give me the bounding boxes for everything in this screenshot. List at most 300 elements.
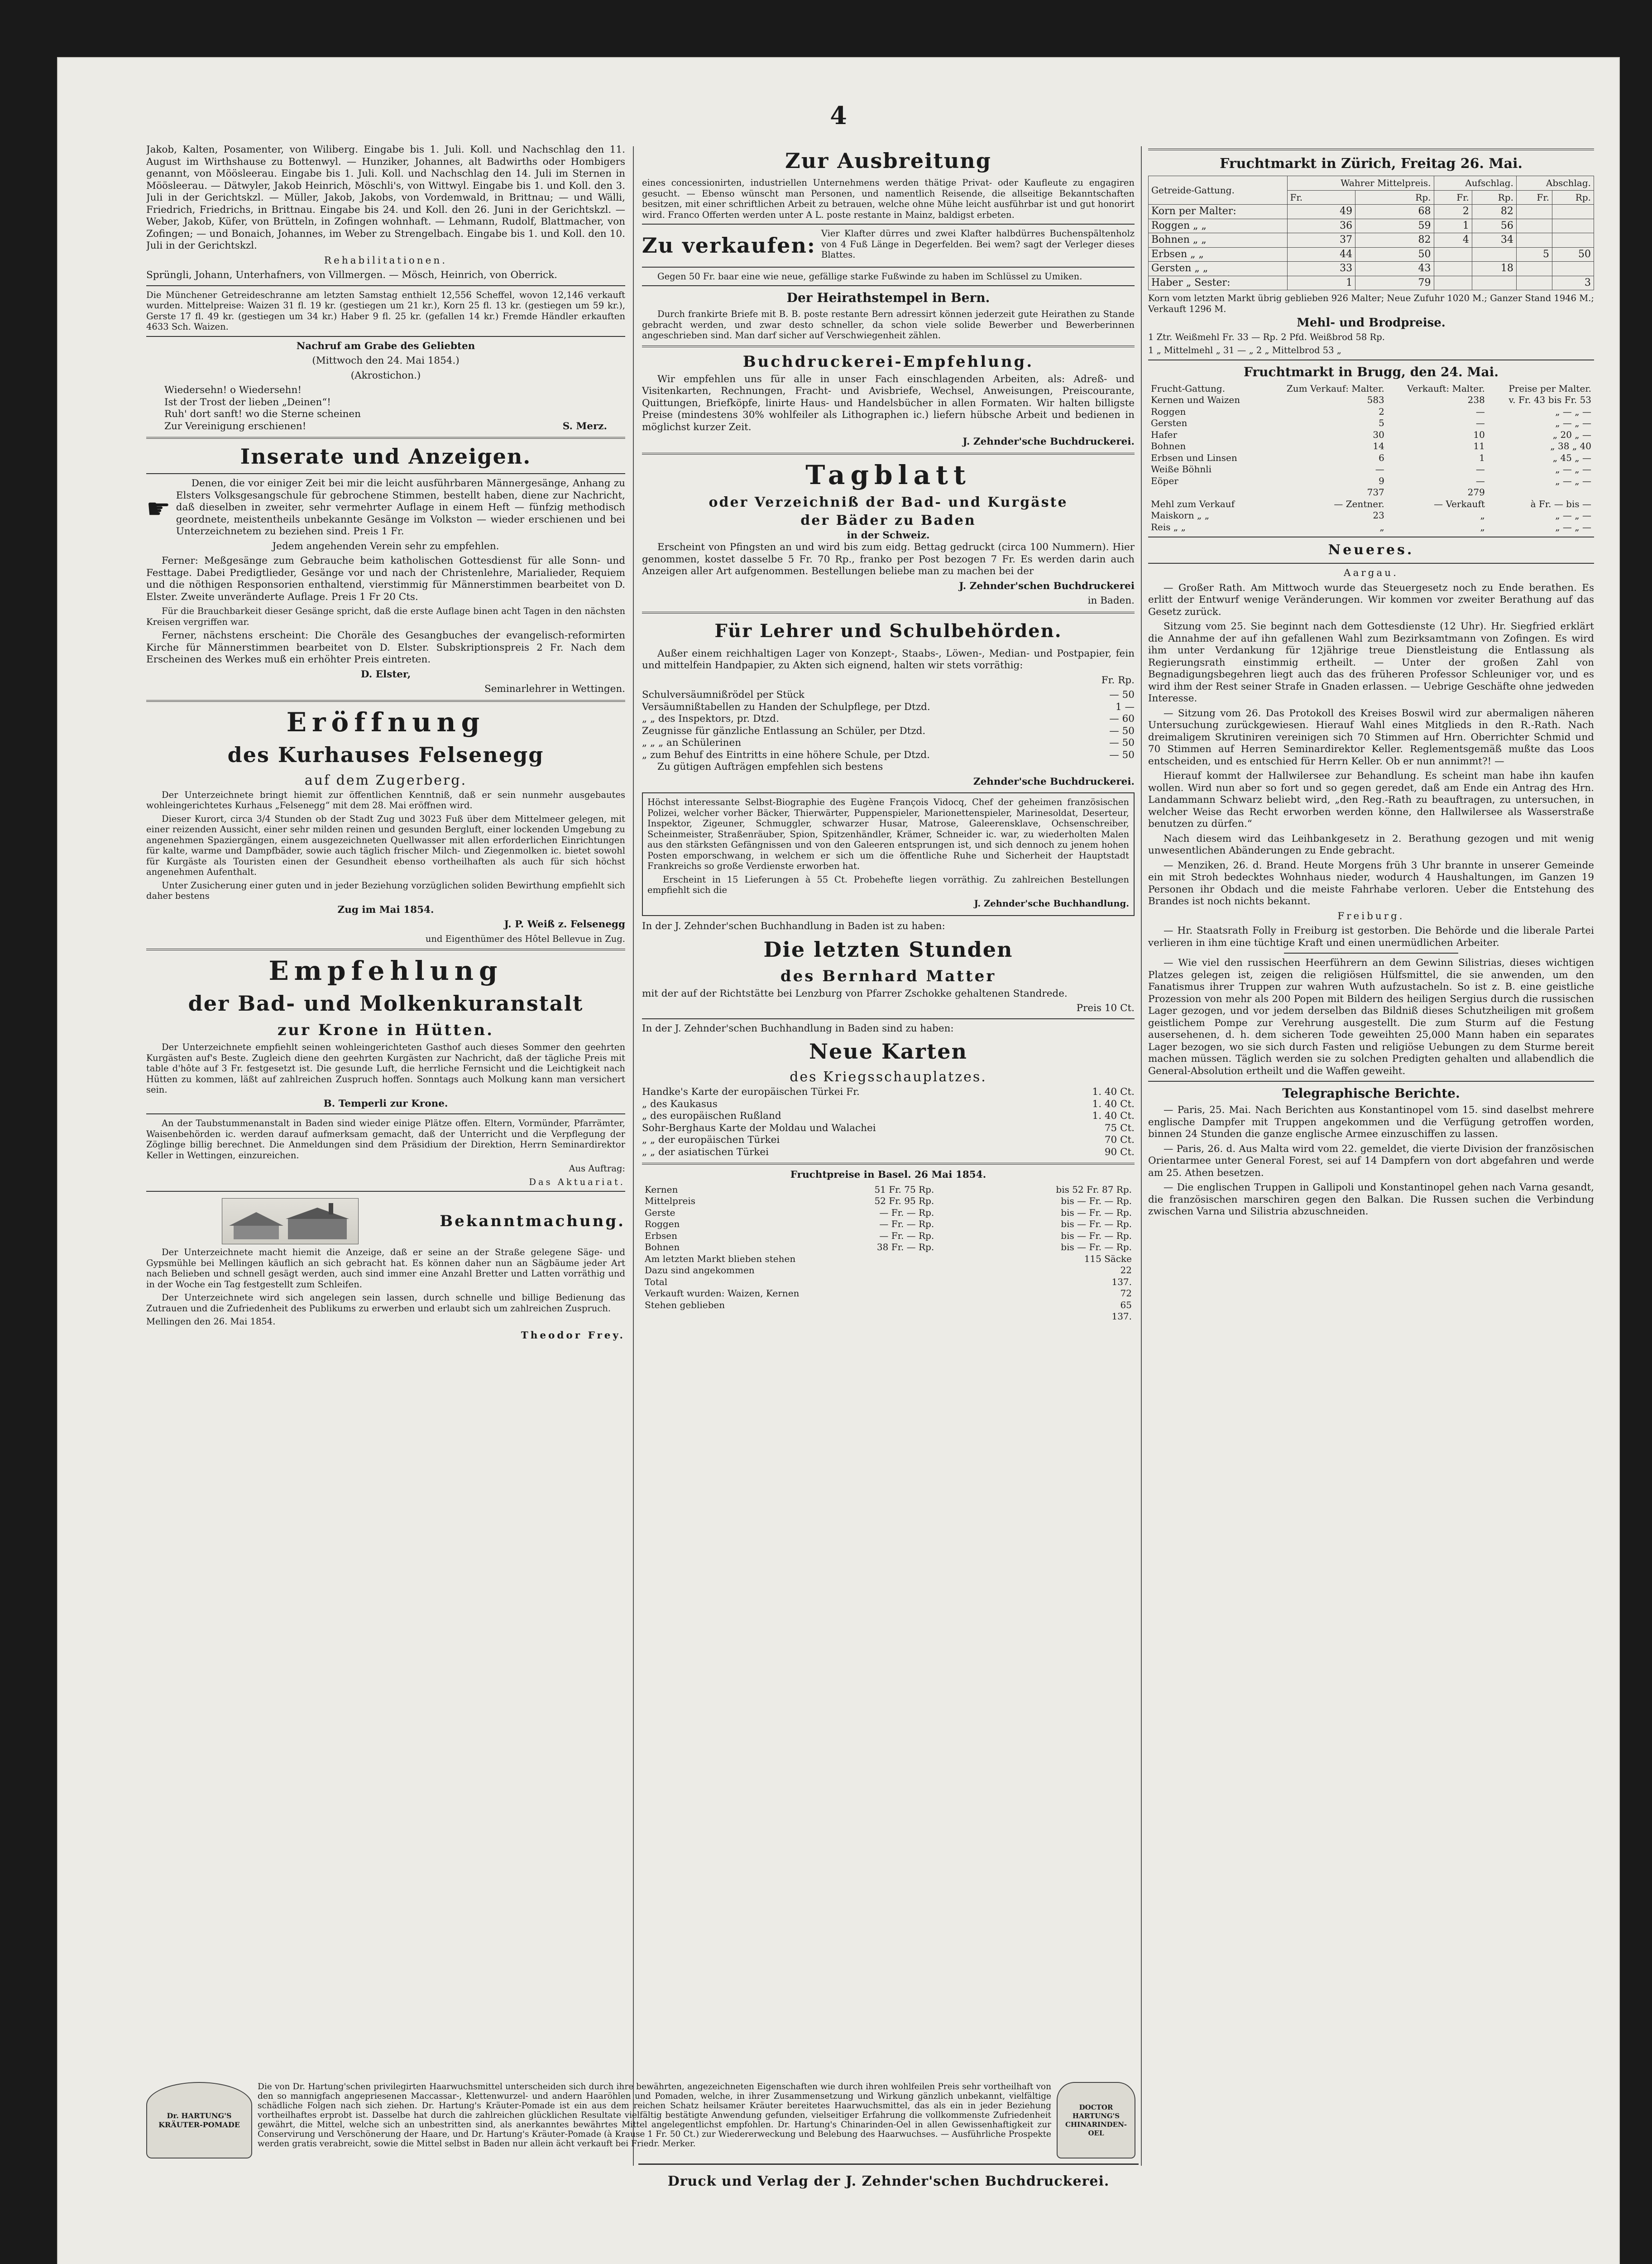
divider (642, 1163, 1135, 1165)
table-cell: 9 (1379, 475, 1384, 486)
column-header: Rp. (1472, 190, 1516, 205)
table-cell: 43 (1355, 262, 1434, 276)
column-3 (1148, 144, 1594, 2150)
ad-text: Ferner, nächstens erscheint: Die Choräle des Gesangbuches der evangelisch-reformirten Kirche für Männerstimmen bearbeitet von D. Elster. Subskriptionspreis 2 Fr. Nach dem Erscheinen des Werkes muß ein erhöhter Preis eintreten. (146, 630, 625, 665)
buchdruckerei-heading: Buchdruckerei-Empfehlung. (742, 352, 1034, 371)
table-cell: Am letzten Markt blieben stehen (645, 1253, 796, 1264)
section-heading: Rehabilitationen. (324, 254, 448, 266)
verkaufen-ad (642, 228, 1135, 263)
ad-signature: Theodor Frey. (521, 1329, 625, 1341)
ad-signature: Das Aktuariat. (529, 1176, 625, 1187)
table-cell: Gersten (1151, 417, 1188, 428)
table-row (1148, 510, 1594, 522)
ad-text: Erscheint in 15 Lieferungen à 55 Ct. Probehefte liegen vorräthig. Zu zahlreichen Bestellungen empfiehlt sich die (647, 874, 1129, 895)
ad-text: Vier Klafter dürres und zwei Klafter halbdürres Buchenspältenholz von 4 Fuß Länge in Degerfelden. Bei wem? sagt der Verleger dieses Blattes. (821, 228, 1135, 260)
news-text: — Großer Rath. Am Mittwoch wurde das Steuergesetz noch zu Ende berathen. Es erlitt der Entwurf wenige Veränderungen. Wir kommen vor zweiter Berathung auf das Gesetz zurück. (1148, 582, 1594, 618)
ad-signature: in Baden. (1087, 595, 1135, 606)
table-cell (1434, 276, 1472, 290)
list-item (642, 1098, 1135, 1111)
news-text: — Die englischen Truppen in Gallipoli und Konstantinopel gehen nach Varna gesandt, die französischen marschiren gegen den Balkan. Die Russen suchen die Verbindung zwischen Varna und Silistria abzuschneiden. (1148, 1182, 1594, 1217)
table-cell (1552, 262, 1594, 276)
column-header: Fr. (1434, 190, 1472, 205)
bottle-label: DOCTOR HARTUNG'S CHINARINDEN-OEL (1065, 2103, 1127, 2137)
ad-signature: J. Zehnder'sche Buchdruckerei. (962, 436, 1135, 447)
item-name: Versäumnißtabellen zu Handen der Schulpflege, per Dtzd. (642, 701, 930, 713)
table-cell: 82 (1355, 233, 1434, 248)
table-cell: 49 (1287, 205, 1355, 219)
table-row (642, 1311, 1135, 1323)
table-cell: 33 (1287, 262, 1355, 276)
item-name: Zeugnisse für gänzliche Entlassung an Schüler, per Dtzd. (642, 725, 926, 737)
ad-text: In der J. Zehnder'schen Buchhandlung in Baden ist zu haben: (642, 921, 945, 932)
imprint: Druck und Verlag der J. Zehnder'schen Buchdruckerei. (667, 2173, 1110, 2189)
list-item (642, 1146, 1135, 1159)
ad-price: Preis 10 Ct. (1076, 1002, 1135, 1014)
vidocq-ad (642, 792, 1135, 916)
item-name: Schulversäumnißrödel per Stück (642, 689, 804, 700)
table-row (1149, 276, 1594, 290)
list-item (642, 725, 1135, 738)
item-price: 1 — (1115, 701, 1135, 713)
table-header-row (1149, 176, 1594, 191)
table-row (1148, 441, 1594, 452)
bread-heading: Mehl- und Brodpreise. (1297, 316, 1446, 330)
table-cell: Erbsen und Linsen (1151, 452, 1237, 463)
news-text: — Paris, 25. Mai. Nach Berichten aus Konstantinopel vom 15. sind daselbst mehrere englische Dampfer mit Truppen angekommen und die Verfügung getroffen worden, binnen 24 Stunden die ganze englische Armee einzuschiffen zu lassen. (1148, 1104, 1594, 1140)
table-cell: 1 (1287, 276, 1355, 290)
table-row (642, 1265, 1135, 1276)
notice-text: Sprüngli, Johann, Unterhafners, von Villmergen. — Mösch, Heinrich, von Oberrick. (146, 269, 557, 281)
table-cell: Verkauft wurden: Waizen, Kernen (645, 1288, 800, 1299)
table-row (1148, 406, 1594, 418)
ad-text: eines concessionirten, industriellen Unternehmens werden thätige Privat- oder Kaufleute zu engagiren gesucht. — Ebenso wünscht man Personen, und namentlich Reisende, die allseitige Bekanntschaften besitzen, mit einer schriftlichen Arbeit zu betrauen, welche ohne Mühe leicht ausführbar ist und gut honorirt wird. Franco Offerten werden unter A L. poste restante in Mainz, baldigst erbeten. (642, 177, 1135, 220)
list-item (642, 1110, 1135, 1122)
table-cell: 10 (1473, 429, 1485, 440)
table-cell: 583 (1367, 394, 1384, 405)
obituary-heading: Nachruf am Grabe des Geliebten (296, 340, 475, 352)
poem-line: Ist der Trost der lieben „Deinen“! (164, 396, 331, 408)
table-cell: Weiße Böhnli (1151, 464, 1212, 475)
column-header: Getreide-Gattung. (1149, 176, 1288, 205)
item-price: 1. 40 Ct. (1092, 1098, 1135, 1110)
ad-text: Erscheint von Pfingsten an und wird bis zum eidg. Bettag gedruckt (circa 100 Nummern). Hier genommen, kostet dasselbe 5 Fr. 70 Rp., franko per Post bezogen 7 Fr. Es werden darin auch Anzeigen aller Art aufgenommen. Bestellungen beliebe man zu machen bei der (642, 542, 1135, 577)
basel-heading: Fruchtpreise in Basel. 26 Mai 1854. (790, 1169, 986, 1180)
table-cell: 50 (1552, 247, 1594, 262)
table-cell: Kernen (645, 1184, 678, 1195)
table-cell: Bohnen (645, 1242, 680, 1252)
market-report: Die Münchener Getreideschranne am letzten Samstag enthielt 12,556 Scheffel, wovon 12,146 verkauft wurden. Mittelpreise: Waizen 31 fl. 19 kr. (gestiegen um 21 kr.), Korn 25 fl. 13 kr. (gestiegen um 59 kr.), Gerste 17 fl. 49 kr. (gestiegen um 34 kr.) Haber 9 fl. 25 kr. (gefallen 14 kr.) Fremde Händler erkauften 4633 Sch. Waizen. (146, 289, 625, 332)
krone-subheading: der Bad- und Molkenkuranstalt (188, 991, 584, 1016)
table-cell: Erbsen (645, 1230, 677, 1241)
item-name: „ „ der asiatischen Türkei (642, 1146, 769, 1158)
tagblatt-subheading: oder Verzeichniß der Bad- und Kurgäste (709, 494, 1068, 510)
divider (642, 1018, 1135, 1019)
table-cell: 137. (1111, 1276, 1132, 1287)
column-rule-right (1141, 146, 1142, 2166)
table-row (1148, 487, 1594, 499)
table-cell: 5 (1516, 247, 1552, 262)
column-header: Abschlag. (1516, 176, 1594, 191)
ad-text: Unter Zusicherung einer guten und in jeder Beziehung vorzüglichen soliden Bewirthung empfiehlt sich daher bestens (146, 880, 625, 901)
table-cell (1434, 247, 1472, 262)
footer-rule (638, 2163, 1139, 2165)
poem-line: Wiedersehn! o Wiedersehn! (164, 384, 302, 396)
table-cell: — Fr. — Rp. (879, 1218, 934, 1229)
divider (642, 285, 1135, 286)
table-cell: Stehen geblieben (645, 1299, 725, 1310)
table-row (1148, 475, 1594, 487)
notice-text: Jakob, Kalten, Posamenter, von Wiliberg. Eingabe bis 1. Juli. Koll. und Nachschlag den 11. August im Wirthshause zu Bottenwyl. — Hunziker, Johannes, alt Badwirths oder Hombigers genannt, von Möösleerau. Eingabe bis 1. Juli. Koll. und Nachschlag den 14. Juli im Sternen in Möösleerau. — Dätwyler, Jakob Heinrich, Möschli's, von Wittwyl. Eingabe bis 1. und Koll. den 3. Juli in der Gerichtskzl. — Müller, Jakob, Jakobs, von Vordemwald, in Brittnau; — und Wälli, Friedrich, Friedrichs, in Brittnau. Eingabe bis 24. und Koll. den 26. Juni in der Gerichtskzl. — Weber, Jakob, Küfer, von Brütteln, in Zofingen wohnhaft. — Lehmann, Rudolf, Blattmacher, von Zofingen; — und Bonaich, Johannes, im Weber zu Strengelbach. Eingabe bis 1. und Koll. den 10. Juli in der Gerichtskzl. (146, 144, 625, 251)
table-cell: 6 (1379, 452, 1384, 463)
table-cell: „ — „ — (1555, 521, 1591, 532)
table-cell: 82 (1472, 205, 1516, 219)
table-cell: „ (1480, 510, 1485, 521)
item-name: Handke's Karte der europäischen Türkei Fr. (642, 1086, 860, 1098)
table-cell: Maiskorn „ „ (1151, 510, 1210, 521)
table-cell (1552, 219, 1594, 233)
table-cell: 50 (1355, 247, 1434, 262)
table-cell: „ 20 „ — (1552, 429, 1591, 440)
table-cell: 137. (1111, 1311, 1132, 1322)
ad-text: Wir empfehlen uns für alle in unser Fach einschlagenden Arbeiten, als: Adreß- und Visitenkarten, Rechnungen, Fracht- und Avisbriefe, Wechsel, Anweisungen, Preiscourante, Quittungen, Briefköpfe, linirte Haus- und Handelsbücher in allen Formaten. Wir halten billigste Preise (mindestens 30% wohlfeiler als Lithographen ic.) liefern hübsche Arbeit und bedienen in möglichst kurzer Zeit. (642, 373, 1135, 433)
column-header: Fr. (1287, 190, 1355, 205)
market-note: Korn vom letzten Markt übrig geblieben 926 Malter; Neue Zufuhr 1020 M.; Ganzer Stand 1946 M.; Verkauft 1296 M. (1148, 293, 1594, 314)
hartung-ad (146, 2082, 1135, 2159)
table-row (642, 1184, 1135, 1196)
ad-signature: J. Zehnder'schen Buchdruckerei (959, 580, 1135, 592)
table-cell: 79 (1355, 276, 1434, 290)
obituary-signature: S. Merz. (562, 420, 607, 432)
ad-text: Der Unterzeichnete macht hiemit die Anzeige, daß er seine an der Straße gelegene Säge- und Gypsmühle bei Mellingen käuflich an sich gebracht hat. Es können daher nun an Sägbäume jeder Art nach Belieben und schnell gesägt werden, auch sind immer eine Anzahl Bretter und Latten vorräthig und in der Woche ein Tag festgestellt zum Schleifen. (146, 1247, 625, 1290)
ad-signature: D. Elster, (360, 668, 411, 680)
table-cell: bis — Fr. — Rp. (1061, 1195, 1132, 1206)
table-cell: 2 (1434, 205, 1472, 219)
table-cell: 1 (1479, 452, 1485, 463)
table-row (642, 1288, 1135, 1300)
karten-heading: Neue Karten (809, 1039, 968, 1064)
table-cell: 34 (1472, 233, 1516, 248)
table-row (642, 1276, 1135, 1288)
news-text: Hierauf kommt der Hallwilersee zur Behandlung. Es scheint man habe ihn kaufen wollen. Wird nun aber so fort und so gegen geredet, daß am Ende ein Antrag des Hrn. Landammann Schwarz beliebt wird, „den Reg.-Rath zu beauftragen, zu untersuchen, in welcher Weise das Recht erworben werden könne, den Hallwilersee als Wasserstraße benutzen zu dürfen.“ (1148, 770, 1594, 830)
divider (1148, 149, 1594, 150)
news-text: — Wie viel den russischen Heerführern an dem Gewinn Silistrias, dieses wichtigen Platzes gelegen ist, zeigen die religiösen Hülfsmittel, die sie anwenden, um den Fanatismus ihrer Truppen zur wahren Wuth aufzustacheln. So ist z. B. eine geistliche Prozession von mehr als 200 Popen mit Bildern des heiligen Sergius durch die russischen Lager gezogen, und vor jedem derselben das Bildniß dieses Schutzheiligen mit großem geistlichem Pompe zur Verehrung ausgestellt. Die zum Sturm auf die Festung ausersehenen, d. h. dem sicheren Tode geweihten 25,000 Mann haben ein separates Lager bezogen, wo sie sich durch Fasten und religiöse Uebungen zu dem Sturme bereit machen müssen. Täglich werden sie zu solchen Predigten gehalten und allabendlich die General-Absolution ertheilt und die Waffen geweiht. (1148, 957, 1594, 1077)
ad-text: Jedem angehenden Verein sehr zu empfehlen. (272, 540, 499, 552)
item-price: 90 Ct. (1104, 1146, 1135, 1158)
ads-heading: Inserate und Anzeigen. (240, 444, 532, 469)
table-cell: — (1475, 464, 1485, 475)
tagblatt-heading: Tagblatt (805, 459, 971, 490)
table-cell: „ 45 „ — (1552, 452, 1591, 463)
divider (146, 473, 625, 474)
table-cell: Mittelpreis (645, 1195, 696, 1206)
region-heading: Aargau. (1344, 567, 1398, 579)
table-cell: — Fr. — Rp. (879, 1230, 934, 1241)
table-cell (1552, 205, 1594, 219)
table-header-row (1148, 383, 1594, 395)
table-cell: bis — Fr. — Rp. (1061, 1230, 1132, 1241)
table-cell: „ — „ — (1555, 417, 1591, 428)
currency-header: Fr. Rp. (1101, 674, 1135, 686)
list-item (642, 713, 1135, 725)
table-cell: 5 (1379, 417, 1384, 428)
ad-text: Höchst interessante Selbst-Biographie des Eugène François Vidocq, Chef der geheimen französischen Polizei, welcher vorher Bäcker, Thierwärter, Puppenspieler, Marionettenspieler, Marinesoldat, Deserteur, Inspektor, Zigeuner, Schmuggler, schwarzer Husar, Matrose, Galeerensklave, Ochsenschreiber, Scheinmeister, Straßenräuber, Spion, Spitzenhändler, Krämer, Schneider ic. war, zu wiederholten Malen aus den stärksten Gefängnissen und von den Galeeren entsprungen ist, und sich dennoch zu jenem hohen Posten emporschwang, in welchem er sich um die öffentliche Ruhe und Sicherheit der Hauptstadt Frankreichs so große Verdienste erworben hat. (647, 797, 1129, 871)
table-cell: „ (1379, 521, 1384, 532)
ad-text: Dieser Kurort, circa 3/4 Stunden ob der Stadt Zug und 3023 Fuß über dem Mittelmeer gelegen, mit einer reizenden Aussicht, einer sehr milden reinen und gesunden Bergluft, einer lockenden Umgebung zu angenehmen Spaziergängen, einem ausgezeichneten Quellwasser mit allen erforderlichen Einrichtungen für kalte, warme und Dampfbäder, sowie auch täglich frischer Milch- und Ziegenmolken ic. bietet sowohl für Kurgäste als Touristen einen der Gesundheit ebenso vortheilhaften als auch für sich höchst angenehmen Aufenthalt. (146, 813, 625, 877)
pointing-hand-icon: ☛ (146, 493, 171, 525)
table-cell: bis — Fr. — Rp. (1061, 1218, 1132, 1229)
obituary-date: (Mittwoch den 24. Mai 1854.) (312, 355, 460, 366)
elster-ad (146, 478, 625, 541)
table-row (1148, 429, 1594, 441)
table-cell: bis — Fr. — Rp. (1061, 1207, 1132, 1218)
table-cell (1434, 262, 1472, 276)
table-cell: 37 (1287, 233, 1355, 248)
matter-subheading: des Bernhard Matter (780, 967, 996, 985)
table-cell: 72 (1120, 1288, 1132, 1299)
karten-subheading: des Kriegsschauplatzes. (790, 1069, 987, 1085)
item-price: — 50 (1109, 689, 1135, 700)
table-cell: Bohnen (1151, 441, 1186, 451)
table-cell: Total (645, 1276, 668, 1287)
table-cell: Hafer (1151, 429, 1178, 440)
table-cell: 737 (1367, 487, 1384, 498)
table-cell: 22 (1120, 1265, 1132, 1276)
zurich-heading: Fruchtmarkt in Zürich, Freitag 26. Mai. (1220, 156, 1523, 172)
ad-text: An der Taubstummenanstalt in Baden sind wieder einige Plätze offen. Eltern, Vormünder, Pfarrämter, Waisenbehörden ic. werden darauf aufmerksam gemacht, daß der Unterricht und die Verpflegung der Zöglinge billig berechnet. Die Anmeldungen sind dem Präsidium der Direktion, Herrn Seminardirektor Keller in Wettingen, einzureichen. (146, 1118, 625, 1161)
hartung-ad-body (146, 2082, 1135, 2158)
table-cell: 23 (1373, 510, 1384, 521)
ad-date: Mellingen den 26. Mai 1854. (146, 1316, 276, 1327)
news-text: — Sitzung vom 26. Das Protokoll des Kreises Boswil wird zur abermaligen näheren Untersuchung zurückgewiesen. Hierauf Wahl eines Mitglieds in den R.-Rath. Nach dreimaligem Skrutiniren vereinigen sich 70 Stimmen auf Hrn. Oberrichter Schmid und 70 Stimmen auf Herren Seminardirektor Keller. Reglementsgemäß mußte das Loos entscheiden, und es entschied für Herrn Keller. Ob er nun annimmt?! — (1148, 707, 1594, 767)
felsenegg-subheading: des Kurhauses Felsenegg (227, 742, 544, 767)
table-row (642, 1195, 1135, 1207)
table-cell: 4 (1434, 233, 1472, 248)
table-cell: — (1475, 417, 1485, 428)
table-row (642, 1230, 1135, 1242)
bekanntmachung-ad (146, 1195, 625, 1247)
list-item (642, 1086, 1135, 1098)
krone-place: zur Krone in Hütten. (277, 1021, 494, 1039)
table-cell: 59 (1355, 219, 1434, 233)
column-rule-left (633, 146, 634, 2166)
table-cell: 2 (1379, 406, 1384, 417)
news-text: — Hr. Staatsrath Folly in Freiburg ist gestorben. Die Behörde und die liberale Partei verlieren in ihm eine tüchtige Kraft und einen unermüdlichen Arbeiter. (1148, 925, 1594, 949)
table-cell: 44 (1287, 247, 1355, 262)
table-row (642, 1253, 1135, 1265)
item-price: — 60 (1109, 713, 1135, 724)
table-cell: 279 (1467, 487, 1485, 498)
table-cell (1148, 487, 1263, 499)
bread-line: 1 Ztr. Weißmehl Fr. 33 — Rp. 2 Pfd. Weißbrod 58 Rp. (1148, 331, 1385, 342)
bekanntmachung-heading: Bekanntmachung. (440, 1212, 625, 1230)
table-row (1149, 233, 1594, 248)
column-header: Zum Verkauf: Malter. (1286, 383, 1384, 394)
item-price: — 50 (1109, 749, 1135, 761)
table-cell: 56 (1472, 219, 1516, 233)
ad-text: Ferner: Meßgesänge zum Gebrauche beim katholischen Gottesdienst für alle Sonn- und Festtage. Dabei Predigtlieder, Gesänge vor und nach der Christenlehre, Marialieder, Requiem und die nöthigen Responsorien enthaltend, vierstimmig für Männerstimmen bearbeitet von D. Elster. Zweite unveränderte Auflage. Preis 1 Fr 20 Cts. (146, 555, 625, 603)
table-cell (1472, 276, 1516, 290)
column-header: Frucht-Gattung. (1151, 383, 1226, 394)
pomade-jar-icon (146, 2082, 252, 2158)
telegraph-heading: Telegraphische Berichte. (1282, 1086, 1460, 1101)
table-cell: Gerste (645, 1207, 675, 1218)
table-cell: — (1475, 475, 1485, 486)
column-header: Aufschlag. (1434, 176, 1516, 191)
column-2 (642, 144, 1135, 2143)
table-cell: 52 Fr. 95 Rp. (874, 1195, 934, 1206)
table-cell: — (1475, 406, 1485, 417)
ad-signature: B. Temperli zur Krone. (323, 1098, 448, 1109)
table-row (1149, 262, 1594, 276)
table-cell: — Verkauft (1434, 498, 1485, 509)
table-cell: v. Fr. 43 bis Fr. 53 (1508, 394, 1591, 405)
table-cell: Erbsen „ „ (1149, 247, 1288, 262)
item-name: „ zum Behuf des Eintritts in eine höhere Schule, per Dtzd. (642, 749, 930, 761)
table-cell: „ (1480, 521, 1485, 532)
table-cell: Dazu sind angekommen (645, 1265, 755, 1276)
ad-text: Der Unterzeichnete bringt hiemit zur öffentlichen Kenntniß, daß er sein nunmehr ausgebautes wohleingerichtetes Kurhaus „Felsenegg“ mit dem 28. Mai eröffnen wird. (146, 789, 625, 811)
news-text: Sitzung vom 25. Sie beginnt nach dem Gottesdienste (12 Uhr). Hr. Siegfried erklärt die Annahme der auf ihn gefallenen Wahl zum Bezirksamtmann von Zofingen. Es wird ihm unter Verdankung für 12jährige treue Dienstleistung die Entlassung als Regierungsrath einstimmig ertheilt. — Unter der großen Zahl von Begnadigungsbegehren liegt auch das des früheren Professor Schleuniger vor, und es wird ihm der Rest seiner Strafe in Gnaden erlassen. — Uebrige Geschäfte ohne jedweden Interesse. (1148, 621, 1594, 704)
item-price: — 50 (1109, 725, 1135, 737)
ad-signature: und Eigenthümer des Hôtel Bellevue in Zug. (425, 933, 625, 944)
region-heading: Freiburg. (1337, 910, 1405, 922)
ad-text: Zu gütigen Aufträgen empfehlen sich bestens (657, 761, 883, 772)
table-cell: 51 Fr. 75 Rp. (874, 1184, 934, 1195)
divider (146, 285, 625, 286)
item-name: „ des europäischen Rußland (642, 1110, 781, 1122)
verkaufen-heading: Zu verkaufen: (642, 233, 816, 258)
table-cell: 18 (1472, 262, 1516, 276)
ad-text: Der Unterzeichnete wird sich angelegen sein lassen, durch schnelle und billige Bedienung das Zutrauen und die Zufriedenheit des Publikums zu erwerben und erlaubt sich um zahlreichen Zuspruch. (146, 1292, 625, 1314)
table-cell: bis 52 Fr. 87 Rp. (1056, 1184, 1132, 1195)
column-header: Fr. (1516, 190, 1552, 205)
basel-price-table (642, 1184, 1135, 1253)
table-cell: 65 (1120, 1299, 1132, 1310)
table-cell: 238 (1467, 394, 1485, 405)
table-row (1148, 394, 1594, 406)
krone-heading: Empfehlung (268, 955, 503, 986)
ad-text: In der J. Zehnder'schen Buchhandlung in Baden sind zu haben: (642, 1022, 954, 1034)
table-cell: „ — „ — (1555, 464, 1591, 475)
obituary-poem (164, 384, 607, 432)
divider (146, 1191, 625, 1192)
list-item (642, 689, 1135, 701)
column-header: Verkauft: Malter. (1407, 383, 1485, 394)
divider (146, 1113, 625, 1114)
table-cell: Kernen und Waizen (1151, 394, 1240, 405)
table-cell: „ — „ — (1555, 406, 1591, 417)
divider (642, 345, 1135, 347)
table-cell: Eöper (1151, 475, 1178, 486)
ad-signature: Aus Auftrag: (569, 1163, 625, 1174)
divider (642, 267, 1135, 268)
table-cell: Roggen (645, 1218, 680, 1229)
table-cell: „ — „ — (1555, 475, 1591, 486)
table-cell (1552, 233, 1594, 248)
table-row (1148, 417, 1594, 429)
table-row (1148, 464, 1594, 475)
table-row (1148, 452, 1594, 464)
list-item (642, 737, 1135, 749)
table-cell (1516, 205, 1552, 219)
news-heading: Neueres. (1328, 542, 1414, 558)
table-cell (642, 1311, 1012, 1323)
table-row (1148, 522, 1594, 533)
ad-signature: J. P. Weiß z. Felsenegg (504, 919, 625, 930)
divider (642, 224, 1135, 225)
divider (146, 336, 625, 337)
ad-signature: J. Zehnder'sche Buchhandlung. (974, 898, 1129, 909)
table-cell: 14 (1373, 441, 1384, 451)
table-cell: 115 Säcke (1084, 1253, 1132, 1264)
heirath-heading: Der Heirathstempel in Bern. (786, 290, 990, 305)
column-header: Rp. (1355, 190, 1434, 205)
item-price: 1. 40 Ct. (1092, 1110, 1135, 1122)
divider (642, 612, 1135, 614)
map-price-list (642, 1086, 1135, 1158)
table-cell (1488, 487, 1594, 499)
obituary-kind: (Akrostichon.) (350, 369, 421, 381)
item-name: „ „ der europäischen Türkei (642, 1134, 780, 1146)
item-price: 1. 40 Ct. (1092, 1086, 1135, 1098)
ad-text: Gegen 50 Fr. baar eine wie neue, gefällige starke Fußwinde zu haben im Schlüssel zu Umiken. (657, 271, 1082, 282)
zurich-price-table (1148, 176, 1594, 290)
news-text: — Paris, 26. d. Aus Malta wird vom 22. gemeldet, die vierte Division der französischen Orientarmee unter General Forest, sei auf 14 Dampfern von dort abgefahren und werde am 25. Athen besetzen. (1148, 1143, 1594, 1179)
divider (146, 437, 625, 439)
table-row (1149, 205, 1594, 219)
tagblatt-subheading: in der Schweiz. (847, 529, 930, 541)
divider (642, 453, 1135, 455)
lehrer-heading: Für Lehrer und Schulbehörden. (714, 620, 1062, 642)
table-row (1148, 499, 1594, 510)
table-row (1149, 219, 1594, 233)
ad-text: mit der auf der Richtstätte bei Lenzburg von Pfarrer Zschokke gehaltenen Standrede. (642, 988, 1068, 999)
item-price: 70 Ct. (1104, 1134, 1135, 1146)
table-cell: Reis „ „ (1151, 521, 1186, 532)
poem-line: Ruh' dort sanft! wo die Sterne scheinen (164, 408, 361, 420)
table-cell: bis — Fr. — Rp. (1061, 1242, 1132, 1252)
felsenegg-place: auf dem Zugerberg. (304, 772, 467, 788)
list-item (642, 749, 1135, 762)
bread-line: 1 „ Mittelmehl „ 31 — „ 2 „ Mittelbrod 53 „ (1148, 345, 1341, 355)
table-cell: Bohnen „ „ (1149, 233, 1288, 248)
divider (146, 949, 625, 950)
table-cell (1516, 233, 1552, 248)
table-cell: Gersten „ „ (1149, 262, 1288, 276)
jar-label: Dr. HARTUNG'S KRÄUTER-POMADE (158, 2111, 240, 2129)
divider (1284, 953, 1458, 954)
item-name: „ „ des Inspektors, pr. Dtzd. (642, 713, 779, 724)
oil-bottle-icon (1057, 2082, 1135, 2158)
table-cell: Roggen „ „ (1149, 219, 1288, 233)
matter-heading: Die letzten Stunden (763, 937, 1013, 962)
table-cell: 36 (1287, 219, 1355, 233)
ad-signature: Seminarlehrer in Wettingen. (484, 683, 625, 695)
item-name: „ des Kaukasus (642, 1098, 718, 1110)
news-text: — Menziken, 26. d. Brand. Heute Morgens früh 3 Uhr brannte in unserer Gemeinde ein mit Stroh bedecktes Wohnhaus nieder, wodurch 4 Haushaltungen, im Ganzen 19 Personen ihr Obdach und die meiste Fahrhabe verloren. Ueber die Entstehung des Brandes ist noch nichts bekannt. (1148, 859, 1594, 907)
brugg-price-table (1148, 383, 1594, 533)
felsenegg-heading: Eröffnung (286, 706, 485, 738)
table-row (642, 1207, 1135, 1219)
table-cell (1516, 276, 1552, 290)
table-cell: Roggen (1151, 406, 1186, 417)
table-cell (1472, 247, 1516, 262)
table-cell: — Fr. — Rp. (879, 1207, 934, 1218)
item-price: 75 Ct. (1104, 1122, 1135, 1134)
item-name: Sohr-Berghaus Karte der Moldau und Walachei (642, 1122, 876, 1134)
divider (1148, 1081, 1594, 1082)
table-cell: Mehl zum Verkauf (1151, 498, 1235, 509)
